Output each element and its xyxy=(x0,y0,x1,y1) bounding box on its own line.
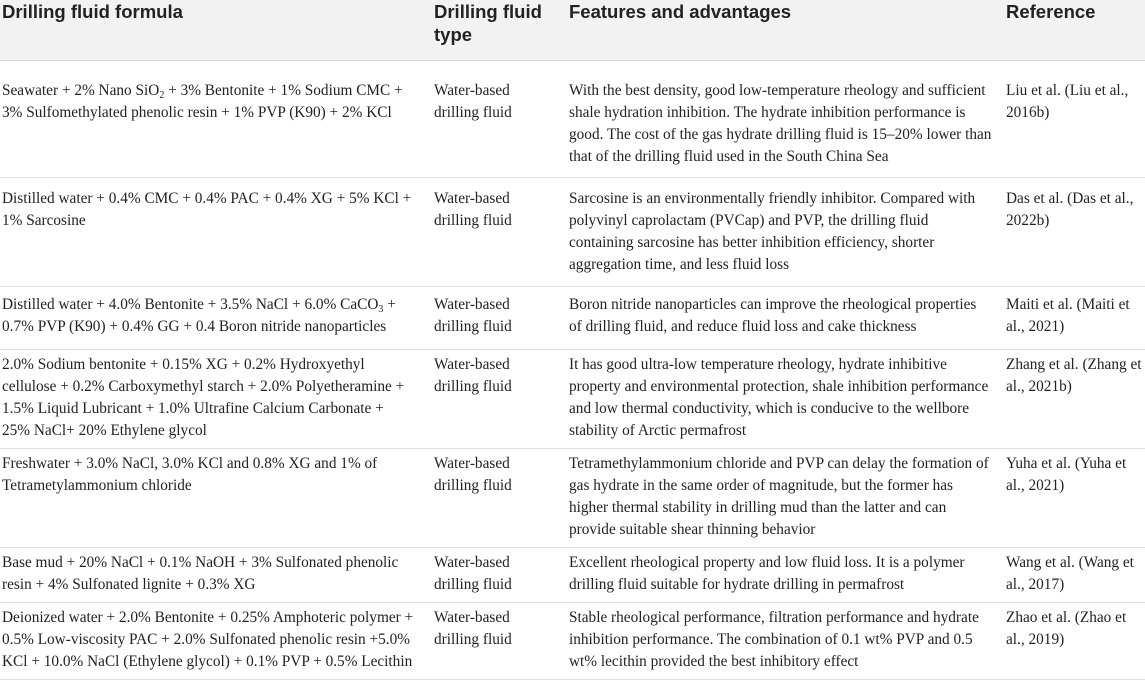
header-row xyxy=(0,0,1145,61)
table-row xyxy=(0,548,1145,603)
table-header xyxy=(0,0,1145,61)
cell-formula: Distilled water + 4.0% Bentonite + 3.5% NaCl + 6.0% CaCO$_3$ + 0.7% PVP (K90) + 0.4% GG + 0.4 Boron nitride nanoparticles xyxy=(0,287,434,350)
cell-formula: Seawater + 2% Nano SiO$_2$ + 3% Bentonite + 1% Sodium CMC + 3% Sulfomethylated phenolic resin + 1% PVP (K90) + 2% KCl xyxy=(0,61,434,178)
table-row xyxy=(0,61,1145,178)
cell-type: Water-based drilling fluid xyxy=(434,350,569,449)
header-reference: Reference xyxy=(1006,0,1145,61)
cell-features: Stable rheological performance, filtration performance and hydrate inhibition performance. The combination of 0.1 wt% PVP and 0.5 wt% lecithin provided the best inhibitory effect xyxy=(569,603,1006,680)
table-row xyxy=(0,178,1145,287)
cell-type: Water-based drilling fluid xyxy=(434,449,569,548)
cell-reference: Liu et al. (Liu et al., 2016b) xyxy=(1006,61,1145,178)
cell-formula: Deionized water + 2.0% Bentonite + 0.25% Amphoteric polymer + 0.5% Low-viscosity PAC + 2.0% Sulfonated phenolic resin +5.0% KCl + 10.0% NaCl (Ethylene glycol) + 0.1% PVP + 0.5% Lecithin xyxy=(0,603,434,680)
cell-formula: Freshwater + 3.0% NaCl, 3.0% KCl and 0.8% XG and 1% of Tetrametylammonium chloride xyxy=(0,449,434,548)
cell-reference: Zhao et al. (Zhao et al., 2019) xyxy=(1006,603,1145,680)
cell-reference: Yuha et al. (Yuha et al., 2021) xyxy=(1006,449,1145,548)
cell-type: Water-based drilling fluid xyxy=(434,287,569,350)
table-row xyxy=(0,287,1145,350)
cell-formula: Distilled water + 0.4% CMC + 0.4% PAC + 0.4% XG + 5% KCl + 1% Sarcosine xyxy=(0,178,434,287)
cell-features: Tetramethylammonium chloride and PVP can delay the formation of gas hydrate in the same order of magnitude, but the former has higher thermal stability in drilling mud than the latter and can provide suitable shear thinning behavior xyxy=(569,449,1006,548)
cell-formula: Base mud + 20% NaCl + 0.1% NaOH + 3% Sulfonated phenolic resin + 4% Sulfonated lignite + 0.3% XG xyxy=(0,548,434,603)
cell-reference: Das et al. (Das et al., 2022b) xyxy=(1006,178,1145,287)
cell-reference: Zhang et al. (Zhang et al., 2021b) xyxy=(1006,350,1145,449)
table-body xyxy=(0,61,1145,680)
cell-features: With the best density, good low-temperature rheology and sufficient shale hydration inhibition. The hydrate inhibition performance is good. The cost of the gas hydrate drilling fluid is 15–20% lower than that of the drilling fluid used in the South China Sea xyxy=(569,61,1006,178)
cell-type: Water-based drilling fluid xyxy=(434,178,569,287)
cell-type: Water-based drilling fluid xyxy=(434,61,569,178)
cell-features: It has good ultra-low temperature rheology, hydrate inhibitive property and environmental protection, shale inhibition performance and low thermal conductivity, which is conducive to the wellbore stability of Arctic permafrost xyxy=(569,350,1006,449)
cell-features: Excellent rheological property and low fluid loss. It is a polymer drilling fluid suitable for hydrate drilling in permafrost xyxy=(569,548,1006,603)
header-formula: Drilling fluid formula xyxy=(0,0,434,61)
table-row xyxy=(0,449,1145,548)
cell-type: Water-based drilling fluid xyxy=(434,603,569,680)
cell-reference: Maiti et al. (Maiti et al., 2021) xyxy=(1006,287,1145,350)
table-row xyxy=(0,603,1145,680)
cell-formula: 2.0% Sodium bentonite + 0.15% XG + 0.2% Hydroxyethyl cellulose + 0.2% Carboxymethyl starch + 2.0% Polyetheramine + 1.5% Liquid Lubricant + 1.0% Ultrafine Calcium Carbonate + 25% NaCl+ 20% Ethylene glycol xyxy=(0,350,434,449)
cell-type: Water-based drilling fluid xyxy=(434,548,569,603)
cell-features: Boron nitride nanoparticles can improve the rheological properties of drilling fluid, and reduce fluid loss and cake thickness xyxy=(569,287,1006,350)
header-features: Features and advantages xyxy=(569,0,1006,61)
cell-reference: Wang et al. (Wang et al., 2017) xyxy=(1006,548,1145,603)
cell-features: Sarcosine is an environmentally friendly inhibitor. Compared with polyvinyl caprolactam (PVCap) and PVP, the drilling fluid containing sarcosine has better inhibition efficiency, shorter aggregation time, and less fluid loss xyxy=(569,178,1006,287)
table-row xyxy=(0,350,1145,449)
header-type: Drilling fluid type xyxy=(434,0,569,61)
